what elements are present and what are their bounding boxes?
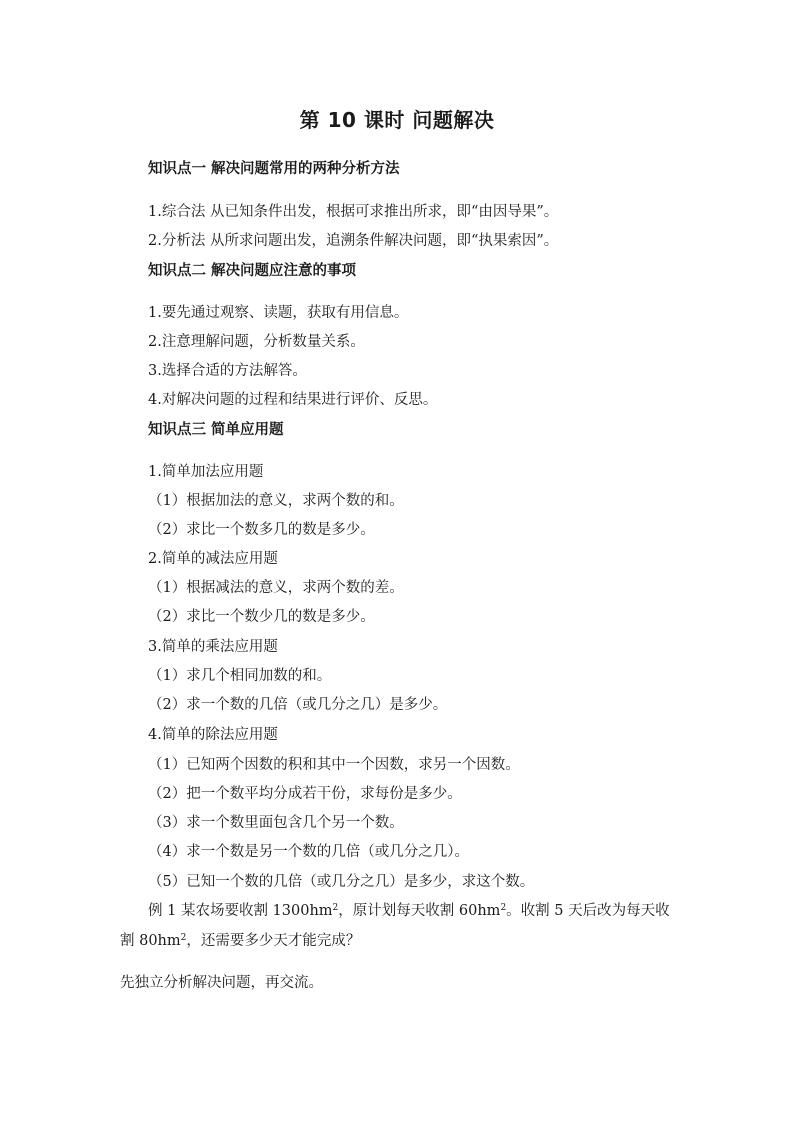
section3-line: （1）根据减法的意义，求两个数的差。 — [148, 580, 404, 596]
section1-item: 1.综合法 从已知条件出发，根据可求推出所求，即“由因导果”。 — [148, 204, 559, 220]
superscript: 2 — [180, 933, 187, 943]
section2-heading: 知识点二 解决问题应注意的事项 — [148, 263, 357, 279]
section1-item: 2.分析法 从所求问题出发，追溯条件解决问题，即“执果索因”。 — [148, 233, 559, 249]
example-text: ，原计划每天收割 60hm — [338, 903, 501, 919]
example-line-1 — [148, 901, 670, 921]
section2-item: 3.选择合适的方法解答。 — [148, 363, 307, 379]
section2-item: 2.注意理解问题，分析数量关系。 — [148, 334, 365, 350]
section1-heading: 知识点一 解决问题常用的两种分析方法 — [148, 161, 400, 177]
section2-item: 4.对解决问题的过程和结果进行评价、反思。 — [148, 392, 438, 408]
section3-line: （2）求比一个数多几的数是多少。 — [148, 522, 375, 538]
superscript: 2 — [332, 903, 339, 913]
section3-line: （5）已知一个数的几倍（或几分之几）是多少，求这个数。 — [148, 874, 535, 890]
section3-line: （2）求一个数的几倍（或几分之几）是多少。 — [148, 697, 448, 713]
section3-line: （2）求比一个数少几的数是多少。 — [148, 609, 375, 625]
section3-line: 2.简单的减法应用题 — [148, 551, 278, 567]
page-title: 第 10 课时 问题解决 — [299, 108, 495, 132]
section3-line: 1.简单加法应用题 — [148, 464, 264, 480]
section3-line: （4）求一个数是另一个数的几倍（或几分之几）。 — [148, 844, 469, 860]
section3-heading: 知识点三 简单应用题 — [148, 422, 284, 438]
section3-line: 3.简单的乘法应用题 — [148, 639, 278, 655]
note-text: 先独立分析解决问题，再交流。 — [120, 975, 323, 991]
example-text: 割 80hm — [120, 933, 181, 949]
section2-item: 1.要先通过观察、读题，获取有用信息。 — [148, 305, 409, 321]
section3-line: 4.简单的除法应用题 — [148, 727, 278, 743]
example-line-2 — [120, 931, 360, 951]
section3-line: （1）求几个相同加数的和。 — [148, 668, 332, 684]
example-text: ，还需要多少天才能完成？ — [186, 933, 361, 949]
superscript: 2 — [500, 903, 507, 913]
section3-line: （1）根据加法的意义，求两个数的和。 — [148, 493, 404, 509]
section3-line: （1）已知两个因数的积和其中一个因数，求另一个因数。 — [148, 757, 520, 773]
example-text: 。收割 5 天后改为每天收 — [506, 903, 670, 919]
example-text: 例 1 某农场要收割 1300hm — [148, 903, 333, 919]
section3-line: （3）求一个数里面包含几个另一个数。 — [148, 815, 404, 831]
section3-line: （2）把一个数平均分成若干份，求每份是多少。 — [148, 786, 462, 802]
